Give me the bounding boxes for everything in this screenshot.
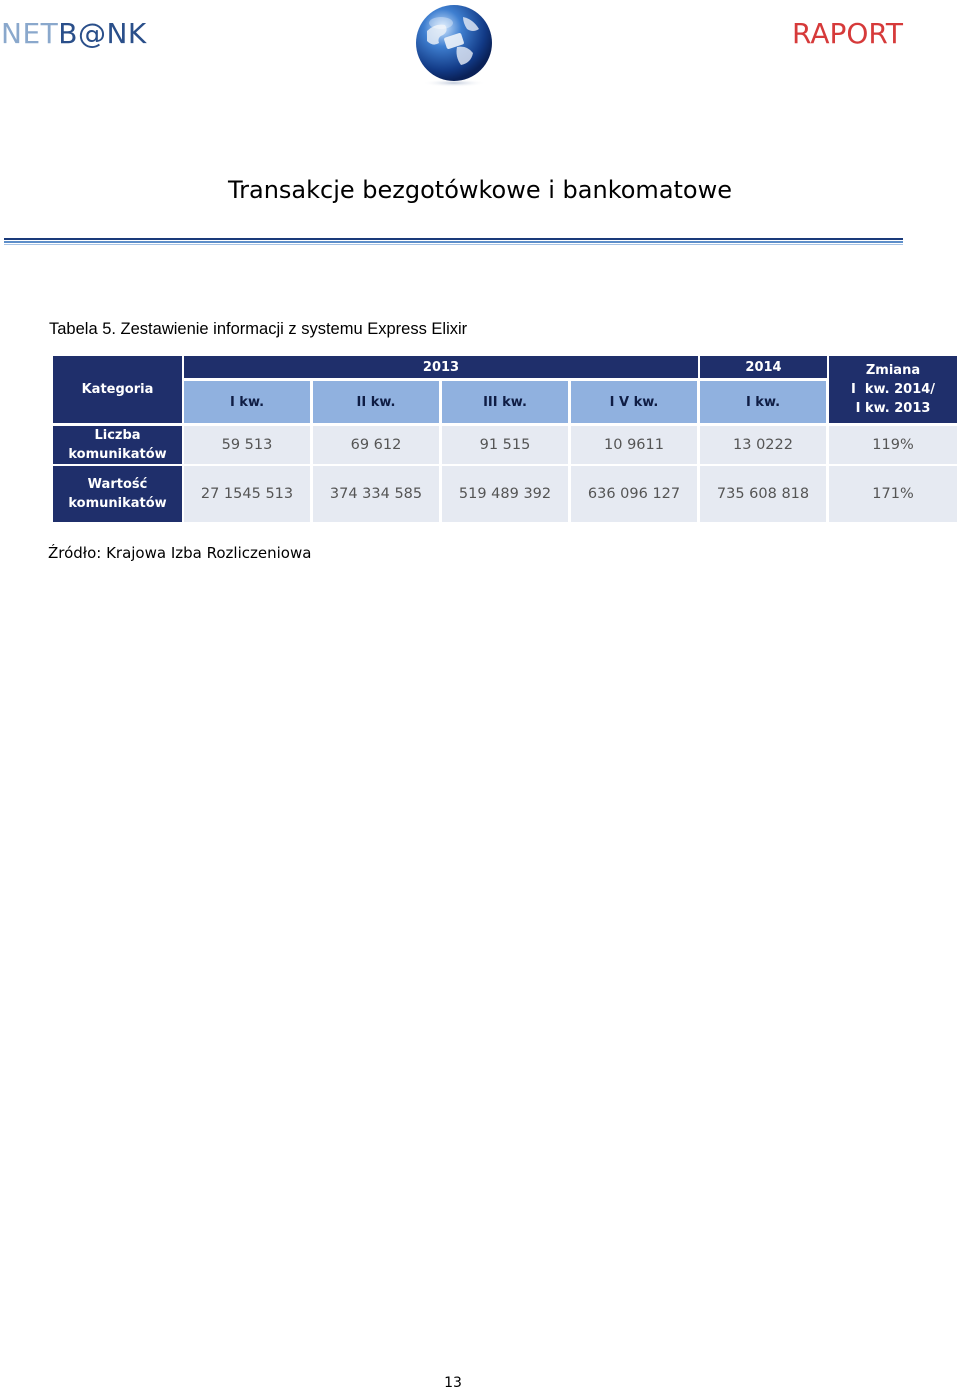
row-label-line2: komunikatów xyxy=(68,496,167,511)
globe-icon xyxy=(413,3,495,87)
express-elixir-table xyxy=(53,356,957,522)
table-caption: Tabela 5. Zestawienie informacji z systemu Express Elixir xyxy=(49,320,468,338)
year-2014-header: 2014 xyxy=(700,356,827,378)
category-header: Kategoria xyxy=(53,356,182,423)
quarter-header: I kw. xyxy=(184,381,310,423)
table-cell-change: 119% xyxy=(829,426,957,464)
table-cell: 519 489 392 xyxy=(442,466,568,522)
table-cell-change: 171% xyxy=(829,466,957,522)
table-cell: 10 9611 xyxy=(571,426,697,464)
quarter-header: I kw. xyxy=(700,381,826,423)
table-cell: 91 515 xyxy=(442,426,568,464)
logo-left-part2: B@NK xyxy=(58,17,147,50)
change-header xyxy=(829,356,957,423)
page-number: 13 xyxy=(444,1375,462,1391)
source-note: Źródło: Krajowa Izba Rozliczeniowa xyxy=(48,544,312,562)
quarter-header: I V kw. xyxy=(571,381,697,423)
year-2013-header: 2013 xyxy=(184,356,698,378)
netbank-logo xyxy=(1,18,147,50)
row-label-line2: komunikatów xyxy=(68,447,167,462)
logo-left-part1: NET xyxy=(1,17,59,50)
quarter-header: III kw. xyxy=(442,381,568,423)
table-cell: 27 1545 513 xyxy=(184,466,310,522)
row-label-count xyxy=(53,426,182,464)
quarter-header: II kw. xyxy=(313,381,439,423)
table-cell: 13 0222 xyxy=(700,426,826,464)
row-label-line1: Wartość xyxy=(87,477,148,492)
table-cell: 735 608 818 xyxy=(700,466,826,522)
row-label-line1: Liczba xyxy=(94,428,141,443)
table-cell: 636 096 127 xyxy=(571,466,697,522)
change-header-line2: I kw. 2014/ xyxy=(850,382,936,397)
table-cell: 374 334 585 xyxy=(313,466,439,522)
table-cell: 59 513 xyxy=(184,426,310,464)
title-divider xyxy=(4,238,903,245)
table-cell: 69 612 xyxy=(313,426,439,464)
raport-logo: RAPORT xyxy=(792,17,903,50)
row-label-value xyxy=(53,466,182,522)
change-header-line3: I kw. 2013 xyxy=(855,401,931,416)
change-header-line1: Zmiana xyxy=(865,363,921,378)
page-title: Transakcje bezgotówkowe i bankomatowe xyxy=(227,176,733,204)
